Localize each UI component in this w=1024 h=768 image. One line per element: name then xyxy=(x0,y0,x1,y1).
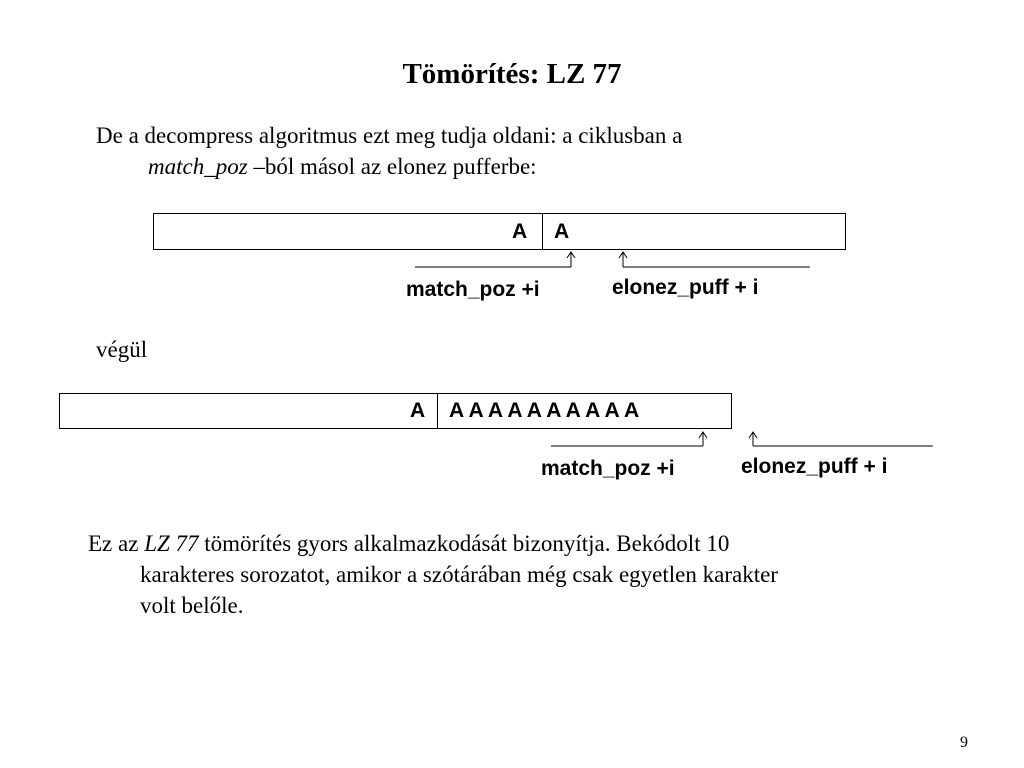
slide-title: Tömörítés: LZ 77 xyxy=(402,58,622,90)
match-pointer-2 xyxy=(551,432,707,446)
buffer-1-cell-right: A xyxy=(554,219,570,243)
conclusion-line-1 xyxy=(88,528,948,559)
vegul-label: végül xyxy=(96,337,148,362)
conclusion-rest: tömörítés gyors alkalmazkodását bizonyítja. Bekódolt 10 xyxy=(198,531,730,556)
match-poz-label-1: match_poz +i xyxy=(406,278,540,301)
match-pointer-1 xyxy=(415,252,575,267)
page-number: 9 xyxy=(960,734,968,751)
conclusion-prefix: Ez az xyxy=(88,531,145,556)
conclusion-line-2: karakteres sorozatot, amikor a szótárában még csak egyetlen karakter xyxy=(140,562,778,587)
elonez-pointer-2 xyxy=(749,432,933,446)
lz77-term: LZ 77 xyxy=(144,531,199,556)
conclusion-line-3: volt belőle. xyxy=(140,593,244,618)
intro-rest: –ból másol az elonez pufferbe: xyxy=(247,154,537,179)
elonez-puff-label-2: elonez_puff + i xyxy=(741,455,888,478)
elonez-puff-label-1: elonez_puff + i xyxy=(612,276,759,299)
elonez-pointer-1 xyxy=(619,252,810,267)
buffer-2-cell-left: A xyxy=(410,399,426,422)
conclusion-paragraph xyxy=(88,528,948,621)
match-poz-label-2: match_poz +i xyxy=(541,457,675,480)
buffer-2-cell-right: A A A A A A A A A A xyxy=(449,399,640,422)
match-poz-term: match_poz xyxy=(148,154,248,179)
buffer-1-cell-left: A xyxy=(512,219,528,243)
buffer-diagram-2 xyxy=(59,393,732,429)
intro-line-1: De a decompress algoritmus ezt meg tudja oldani: a ciklusban a xyxy=(96,123,683,148)
buffer-2-divider xyxy=(437,394,438,428)
